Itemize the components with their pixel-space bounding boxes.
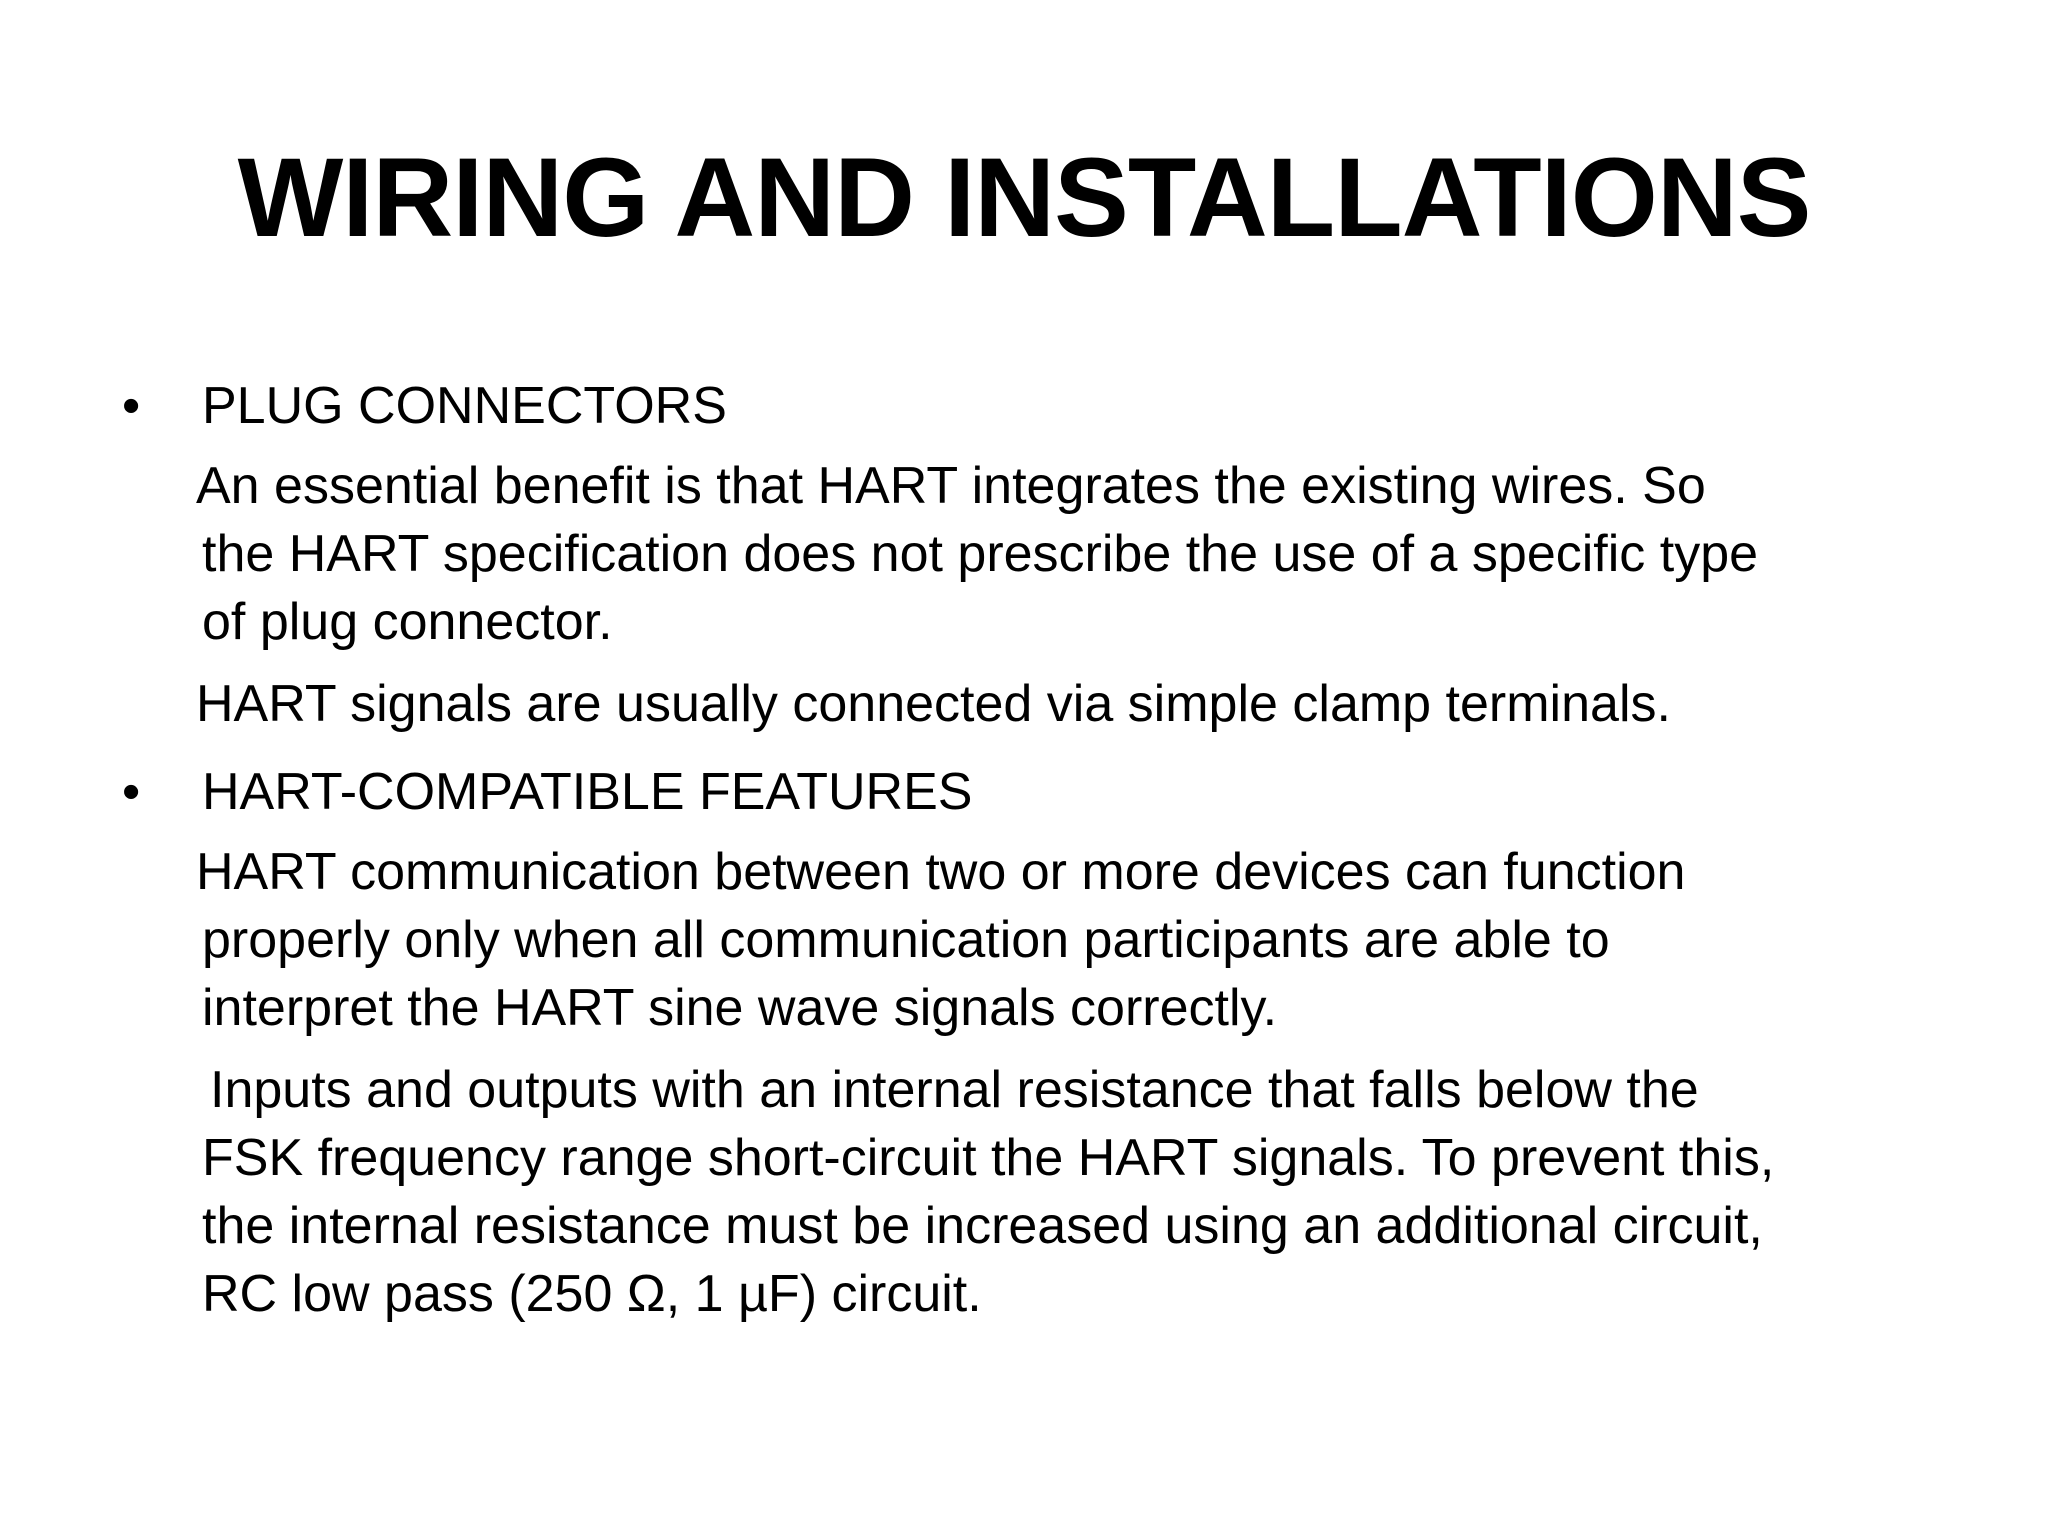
paragraph-line: the internal resistance must be increased using an additional circuit, <box>202 1197 1763 1255</box>
paragraph-line: An essential benefit is that HART integrates the existing wires. So <box>196 457 1706 515</box>
paragraph-line: of plug connector. <box>202 593 613 651</box>
section-heading-plug-connectors: PLUG CONNECTORS <box>202 377 727 435</box>
paragraph-line: the HART specification does not prescribe the use of a specific type <box>202 525 1759 583</box>
paragraph-line: FSK frequency range short-circuit the HART signals. To prevent this, <box>202 1129 1775 1187</box>
paragraph-line: interpret the HART sine wave signals correctly. <box>202 979 1278 1037</box>
paragraph-line: properly only when all communication participants are able to <box>202 911 1610 969</box>
paragraph-line: HART communication between two or more devices can function <box>196 843 1686 901</box>
bullet-icon: • <box>122 763 141 821</box>
paragraph-line: RC low pass (250 Ω, 1 µF) circuit. <box>202 1265 982 1323</box>
bullet-icon: • <box>122 377 141 435</box>
paragraph-line: Inputs and outputs with an internal resistance that falls below the <box>210 1061 1699 1119</box>
section-heading-hart-compatible-features: HART-COMPATIBLE FEATURES <box>202 763 973 821</box>
slide-title: WIRING AND INSTALLATIONS <box>237 135 1811 260</box>
paragraph-line: HART signals are usually connected via simple clamp terminals. <box>196 675 1671 733</box>
